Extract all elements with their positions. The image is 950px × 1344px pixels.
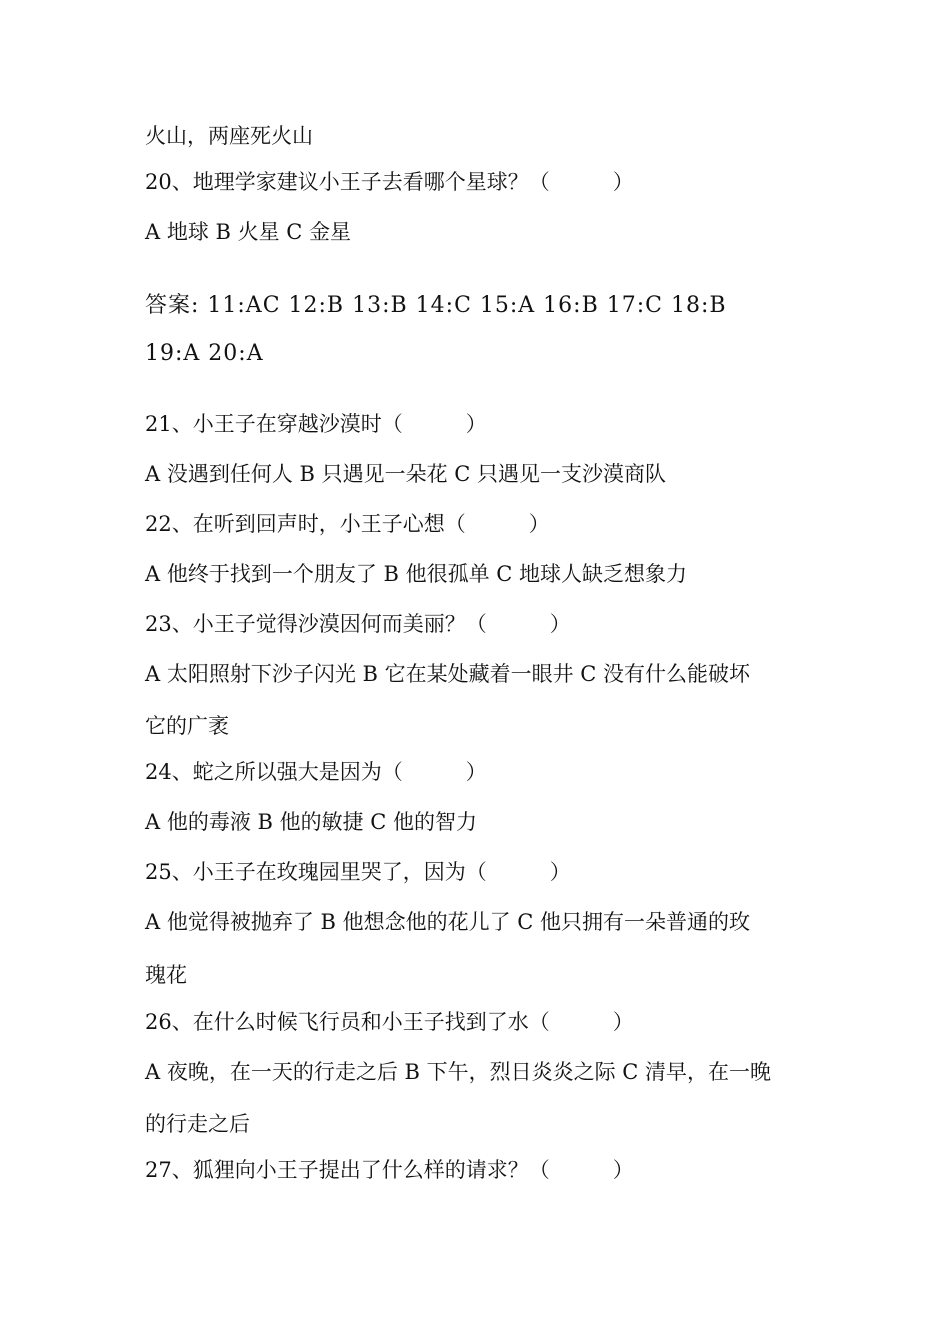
question-27: 27、狐狸向小王子提出了什么样的请求？（ ） xyxy=(145,1158,634,1182)
question-22-options: A 他终于找到一个朋友了 B 他很孤单 C 地球人缺乏想象力 xyxy=(145,562,688,586)
question-25: 25、小王子在玫瑰园里哭了，因为（ ） xyxy=(145,860,571,884)
question-21: 21、小王子在穿越沙漠时（ ） xyxy=(145,412,487,436)
answer-key-line-2: 19:A 20:A xyxy=(145,341,264,366)
question-24-options: A 他的毒液 B 他的敏捷 C 他的智力 xyxy=(145,810,478,834)
question-20-options: A 地球 B 火星 C 金星 xyxy=(145,220,352,244)
question-23-options: A 太阳照射下沙子闪光 B 它在某处藏着一眼井 C 没有什么能破坏 xyxy=(145,662,751,686)
question-26: 26、在什么时候飞行员和小王子找到了水（ ） xyxy=(145,1010,634,1034)
question-26-options-continued: 的行走之后 xyxy=(145,1112,250,1136)
question-23-options-continued: 它的广袤 xyxy=(145,714,229,738)
answer-key-line-1: 答案: 11:AC 12:B 13:B 14:C 15:A 16:B 17:C 18:B xyxy=(145,293,727,318)
question-21-options: A 没遇到任何人 B 只遇见一朵花 C 只遇见一支沙漠商队 xyxy=(145,462,667,486)
question-23: 23、小王子觉得沙漠因何而美丽？（ ） xyxy=(145,612,571,636)
question-25-options-continued: 瑰花 xyxy=(145,963,187,987)
question-26-options: A 夜晚，在一天的行走之后 B 下午，烈日炎炎之际 C 清早，在一晚 xyxy=(145,1060,772,1084)
question-20: 20、地理学家建议小王子去看哪个星球？（ ） xyxy=(145,170,634,194)
question-25-options: A 他觉得被抛弃了 B 他想念他的花儿了 C 他只拥有一朵普通的玫 xyxy=(145,910,751,934)
question-22: 22、在听到回声时，小王子心想（ ） xyxy=(145,512,550,536)
question-24: 24、蛇之所以强大是因为（ ） xyxy=(145,760,487,784)
text-line-continuation: 火山，两座死火山 xyxy=(145,124,313,148)
